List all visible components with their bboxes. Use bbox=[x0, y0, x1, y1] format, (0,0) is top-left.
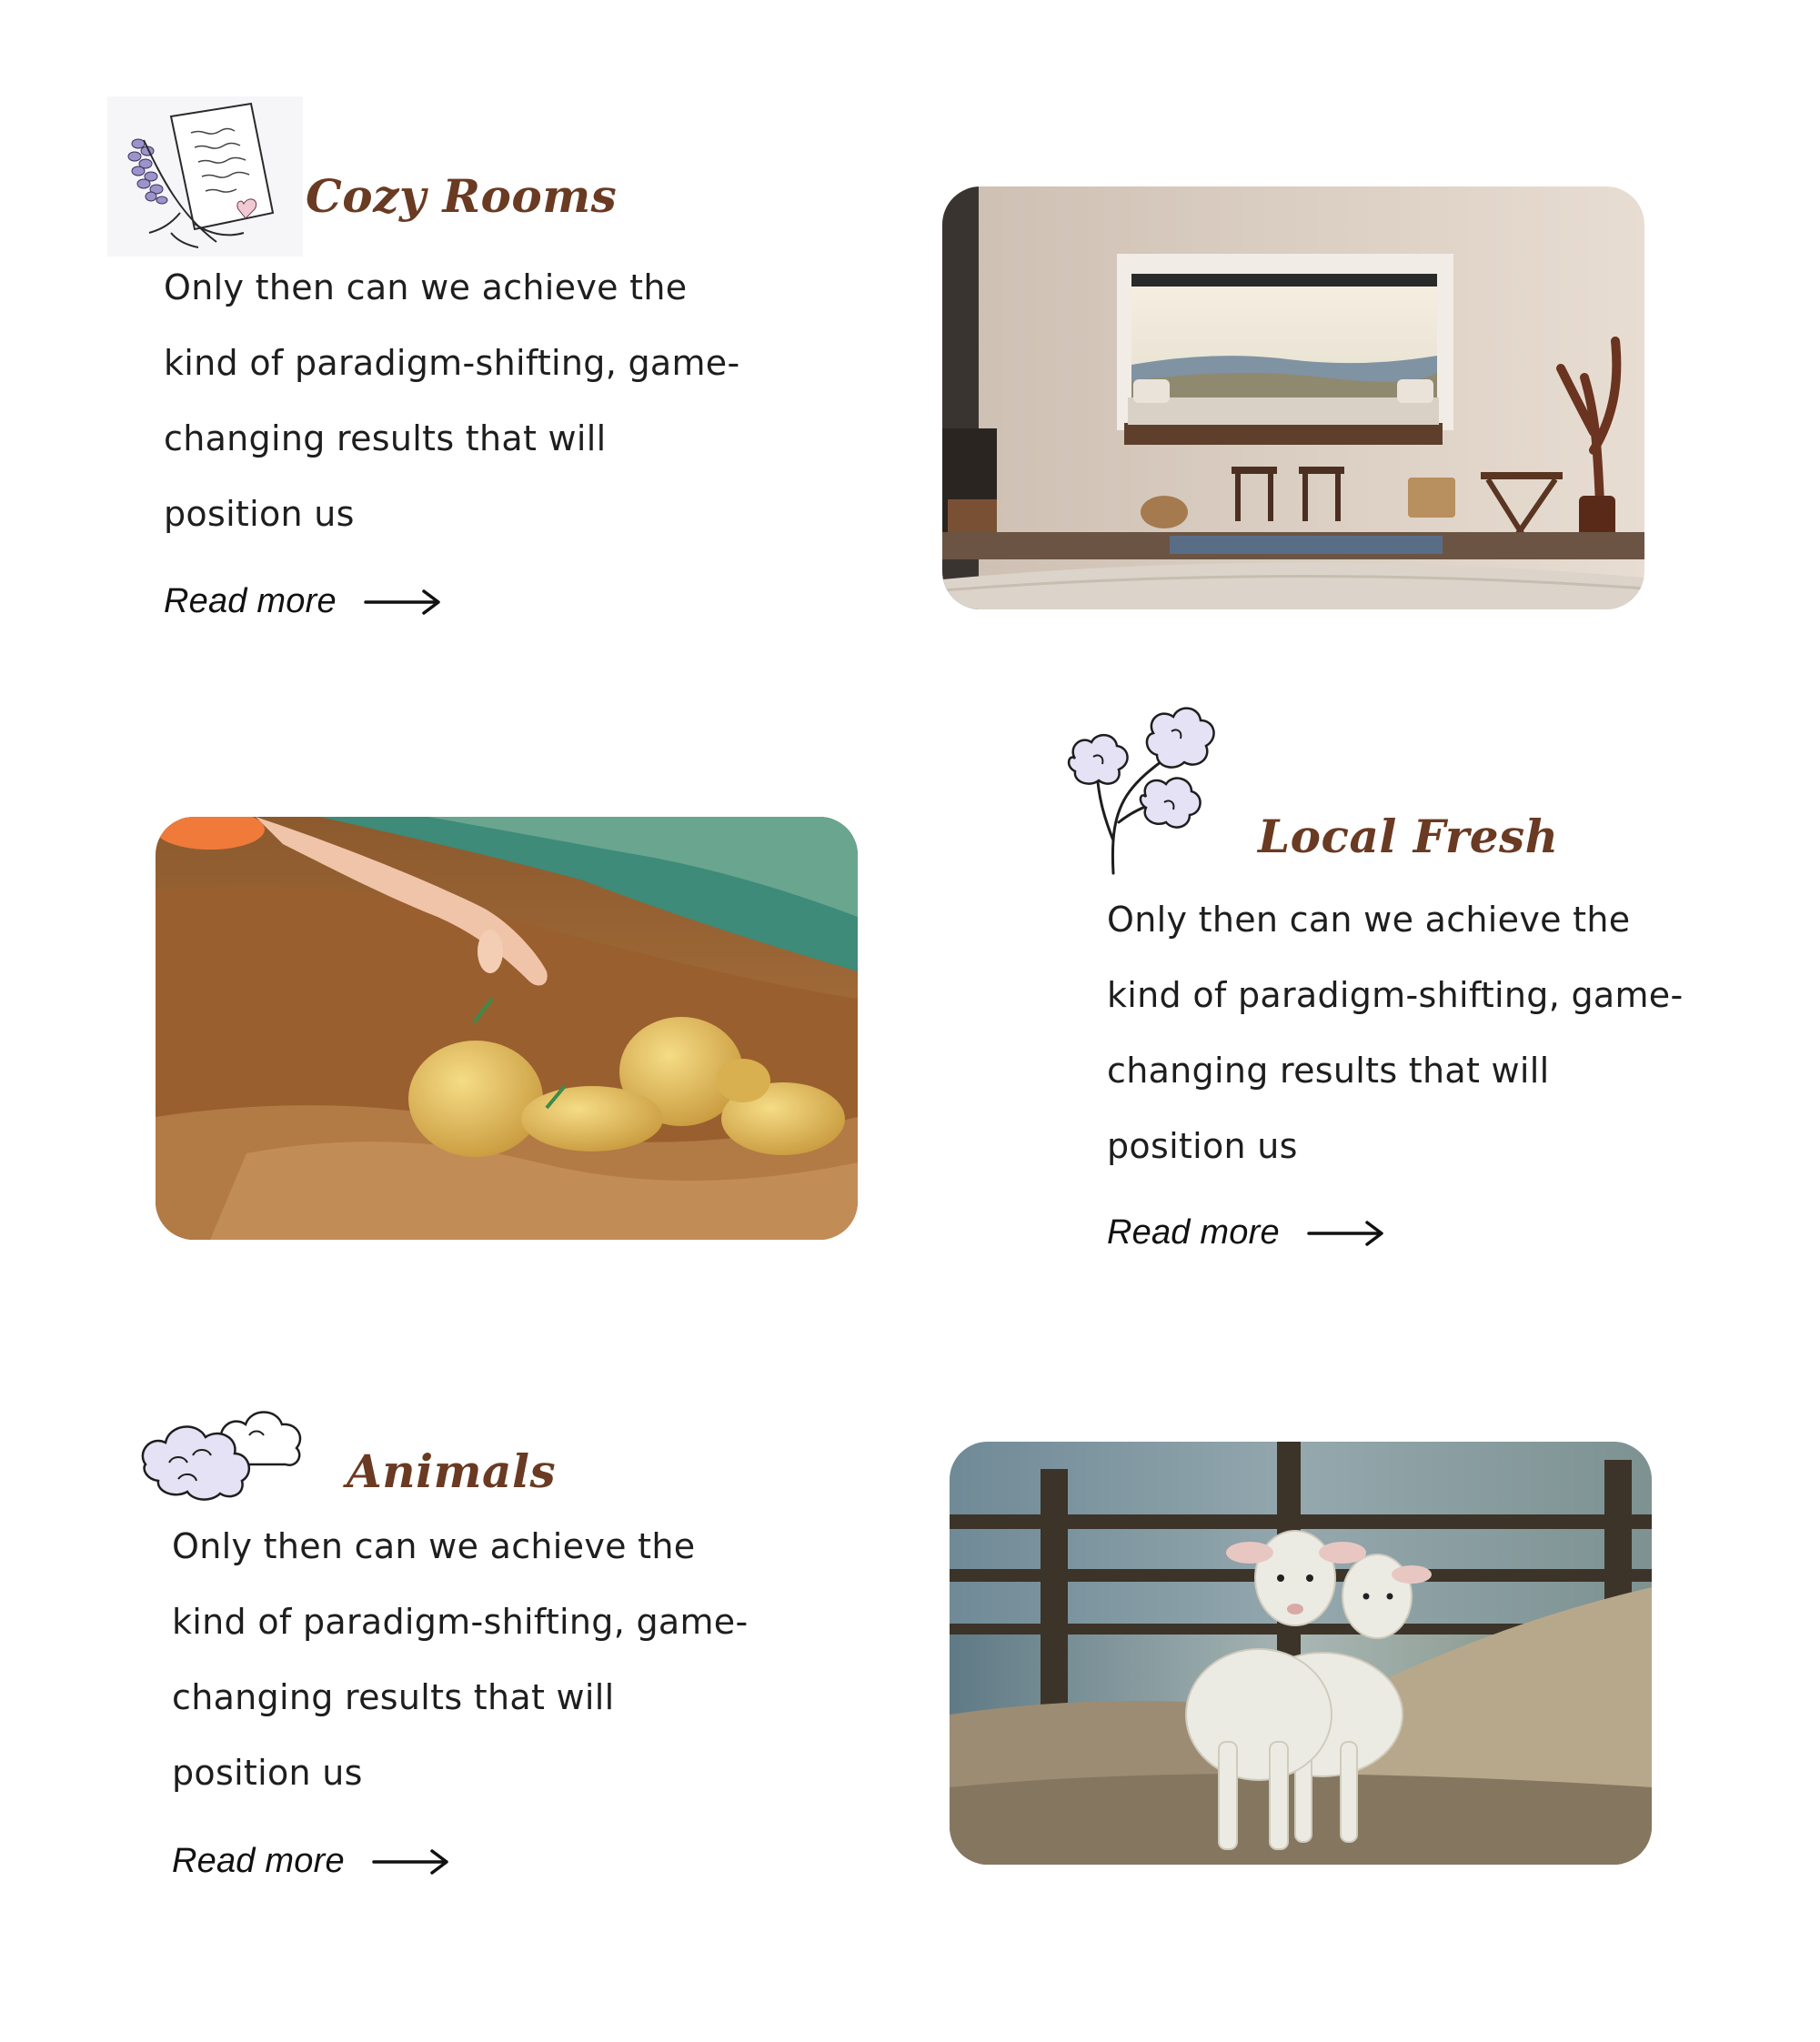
read-more-label: Read more bbox=[172, 1842, 345, 1880]
lavender-letter-icon bbox=[107, 96, 303, 257]
read-more-label: Read more bbox=[164, 582, 337, 620]
read-more-link[interactable] bbox=[172, 1842, 450, 1881]
potato-harvest-photo bbox=[156, 817, 858, 1240]
read-more-link[interactable] bbox=[164, 582, 442, 621]
read-more-label: Read more bbox=[1107, 1213, 1280, 1252]
feature-cozy-rooms bbox=[0, 0, 1820, 673]
feature-title: Local Fresh bbox=[1258, 810, 1559, 863]
feature-description: Only then can we achieve the kind of paradigm-shifting, game-changing results that will position us bbox=[172, 1526, 749, 1793]
feature-title: Cozy Rooms bbox=[306, 169, 618, 223]
cozy-bedroom-photo bbox=[942, 186, 1644, 609]
cloud-sketch-icon bbox=[133, 1388, 311, 1501]
feature-description: Only then can we achieve the kind of paradigm-shifting, game-changing results that will position us bbox=[1107, 900, 1684, 1166]
cotton-flower-icon bbox=[1062, 704, 1222, 877]
read-more-link[interactable] bbox=[1107, 1213, 1385, 1252]
feature-description: Only then can we achieve the kind of paradigm-shifting, game-changing results that will position us bbox=[164, 267, 740, 534]
lambs-photo bbox=[950, 1442, 1652, 1865]
feature-local-fresh bbox=[0, 673, 1820, 1364]
feature-animals bbox=[0, 1364, 1820, 2042]
arrow-right-icon bbox=[364, 586, 442, 619]
feature-title: Animals bbox=[347, 1444, 557, 1498]
arrow-right-icon bbox=[1307, 1217, 1385, 1250]
arrow-right-icon bbox=[372, 1846, 450, 1878]
